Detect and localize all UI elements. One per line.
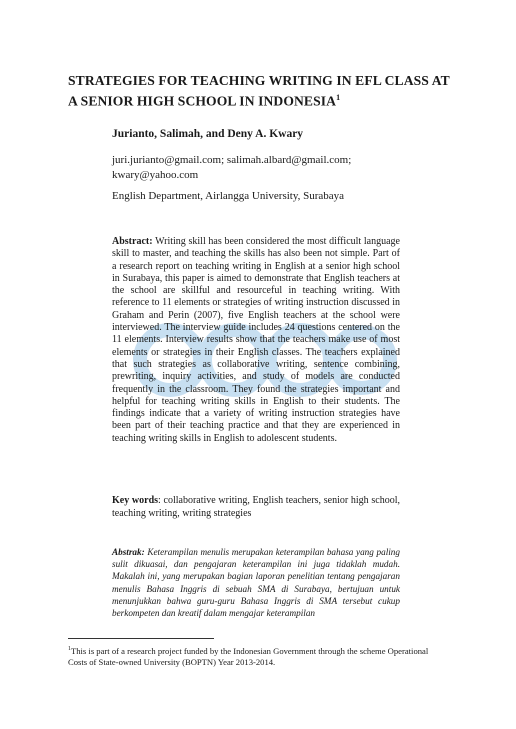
abstrak-label: Abstrak: — [112, 547, 145, 557]
title-footnote-mark: 1 — [336, 93, 341, 102]
authors: Jurianto, Salimah, and Deny A. Kwary — [112, 128, 304, 140]
author-emails: juri.jurianto@gmail.com; salimah.albard@gmail.com; kwary@yahoo.com — [112, 154, 352, 181]
affiliation: English Department, Airlangga University, Surabaya — [112, 190, 345, 202]
footnote — [68, 644, 448, 668]
abstrak — [112, 546, 400, 619]
abstrak-text: Keterampilan menulis merupakan keterampilan bahasa yang paling sulit dikuasai, dan pengajaran keterampilan ini juga tidaklah mudah. Makalah ini, yang merupakan bagian laporan penelitian tentang pengajaran menulis Bahasa Inggris di sebuah SMA di Surabaya, bertujuan untuk menunjukkan bahwa guru-guru Bahasa Inggris di SMA tersebut cukup berkompeten dan kreatif dalam mengajar keterampilan — [112, 547, 400, 619]
abstract — [112, 236, 400, 445]
keywords-label: Key words — [112, 495, 159, 506]
paper-title: STRATEGIES FOR TEACHING WRITING IN EFL CLASS AT A SENIOR HIGH SCHOOL IN INDONESIA$^1$ — [68, 73, 450, 109]
footnote-text: This is part of a research project funded by the Indonesian Government through the scheme Operational Costs of State-owned University (BOPTN) Year 2013-2014. — [68, 645, 429, 667]
abstract-label: Abstract: — [112, 236, 153, 247]
footnote-mark: 1 — [68, 646, 71, 652]
keywords-text: : collaborative writing, English teachers, senior high school, teaching writing, writing strategies — [112, 495, 400, 519]
footnote-divider — [68, 638, 214, 639]
keywords — [112, 495, 400, 520]
abstract-text: Writing skill has been considered the most difficult language skill to master, and teaching the skills has also been not simple. Part of a research report on teaching writing in English at a senior high school in Surabaya, this paper is aimed to demonstrate that English teachers at the school are skillful and resourceful in teaching writing. With reference to 11 elements or strategies of writing instruction discussed in Graham and Perin (2007), five English teachers at the school were interviewed. The interview guide includes 24 questions centered on the 11 elements. Interview results show that the teachers make use of most elements or strategies in their English classes. The teachers explained that such strategies as collaborative writing, sentence combining, prewriting, inquiry activities, and study of models are conducted frequently in the classroom. They found the strategies important and helpful for teaching writing skills in English to their students. The findings indicate that a variety of writing instruction strategies have been part of their teaching practice and that they are experienced in teaching writing skills in English to adolescent students. — [112, 236, 400, 444]
